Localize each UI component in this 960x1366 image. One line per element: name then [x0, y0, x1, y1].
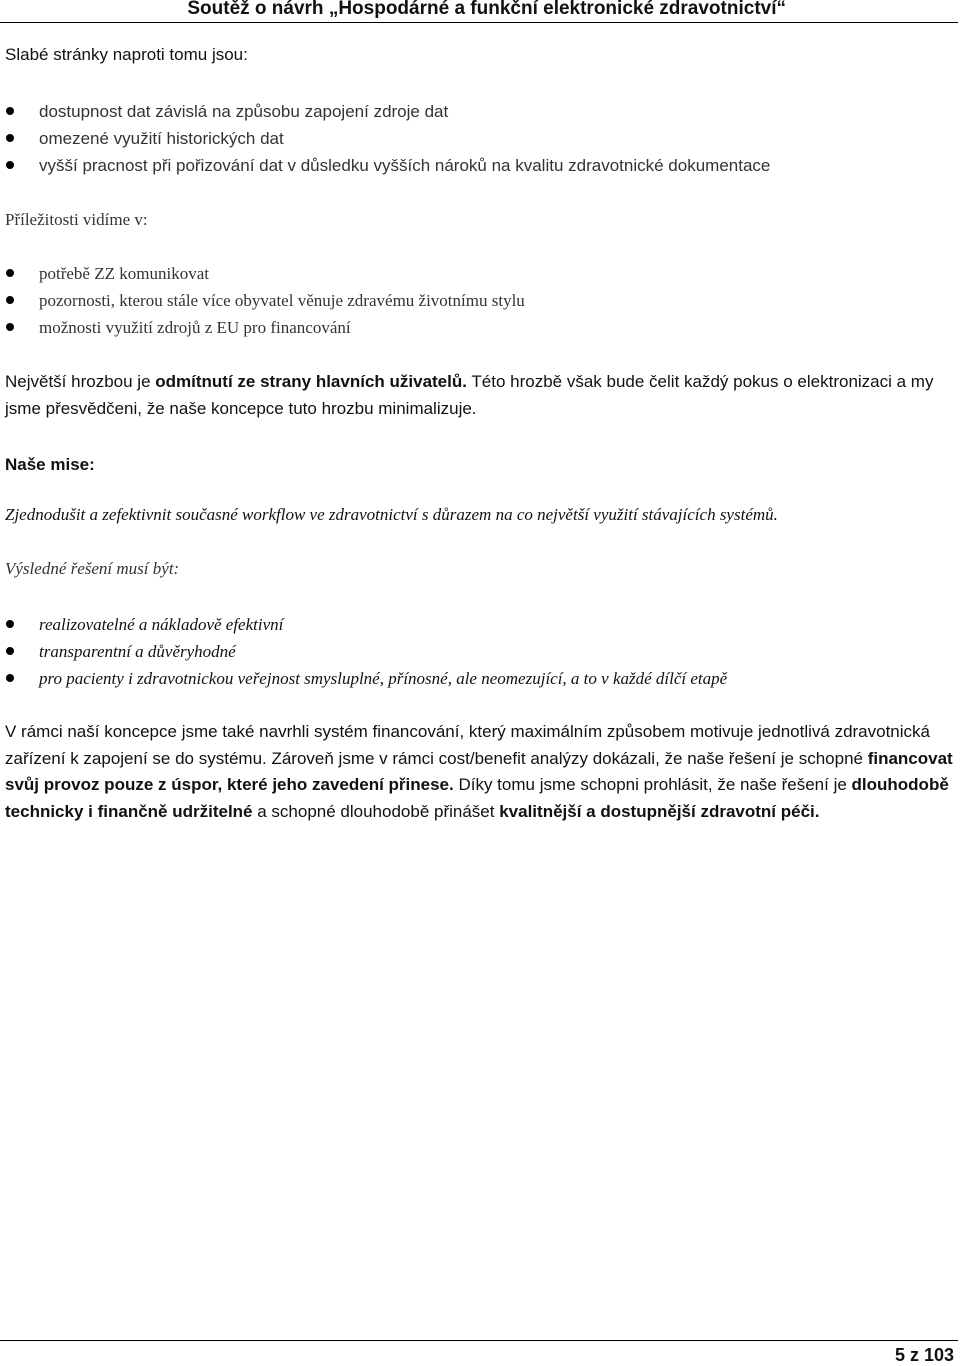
bullet-icon: [6, 647, 14, 655]
list-item: možnosti využití zdrojů z EU pro financování: [0, 318, 900, 338]
list-item: transparentní a důvěryhodné: [0, 642, 900, 662]
bullet-icon: [6, 296, 14, 304]
opportunities-heading: Příležitosti vidíme v:: [5, 210, 148, 229]
weaknesses-heading: Slabé stránky naproti tomu jsou:: [5, 45, 248, 64]
page-number: 5 z 103: [894, 1345, 954, 1365]
bullet-icon: [6, 323, 14, 331]
mission-heading: Naše mise:: [5, 455, 95, 474]
mission-statement: Zjednodušit a zefektivnit současné workflow ve zdravotnictví s důrazem na co největší využití stávajících systémů.: [5, 505, 778, 524]
footer-divider: [0, 1340, 958, 1341]
list-item: omezené využití historických dat: [0, 129, 900, 149]
threat-paragraph: Největší hrozbou je odmítnutí ze strany hlavních uživatelů. Této hrozbě však bude čelit každý pokus o elektronizaci a my jsme přesvědčeni, že naše koncepce tuto hrozbu minimalizuje.: [5, 372, 934, 418]
bullet-icon: [6, 134, 14, 142]
bullet-icon: [6, 620, 14, 628]
page-header: [0, 0, 958, 23]
bullet-icon: [6, 269, 14, 277]
list-item: pro pacienty i zdravotnickou veřejnost smysluplné, přínosné, ale neomezující, a to v každé dílčí etapě: [0, 669, 900, 689]
list-item: realizovatelné a nákladově efektivní: [0, 615, 900, 635]
bullet-icon: [6, 674, 14, 682]
list-item: pozornosti, kterou stále více obyvatel věnuje zdravému životnímu stylu: [0, 291, 900, 311]
list-item: vyšší pracnost při pořizování dat v důsledku vyšších nároků na kvalitu zdravotnické dokumentace: [0, 156, 900, 176]
bullet-icon: [6, 161, 14, 169]
bullet-icon: [6, 107, 14, 115]
list-item: potřebě ZZ komunikovat: [0, 264, 900, 284]
financing-paragraph: V rámci naší koncepce jsme také navrhli systém financování, který maximálním způsobem motivuje jednotlivá zdravotnická zařízení k zapojení se do systému. Zároveň jsme v rámci cost/benefit analýzy dokázali, že naše řešení je schopné financovat svůj provoz pouze z úspor, které jeho zavedení přinese. Díky tomu jsme schopni prohlásit, že naše řešení je dlouhodobě technicky i finančně udržitelné a schopné dlouhodobě přinášet kvalitnější a dostupnější zdravotní péči.: [5, 722, 953, 821]
solution-heading: Výsledné řešení musí být:: [5, 559, 180, 578]
document-title: Soutěž o návrh „Hospodárné a funkční elektronické zdravotnictví“: [187, 0, 786, 19]
list-item: dostupnost dat závislá na způsobu zapojení zdroje dat: [0, 102, 900, 122]
